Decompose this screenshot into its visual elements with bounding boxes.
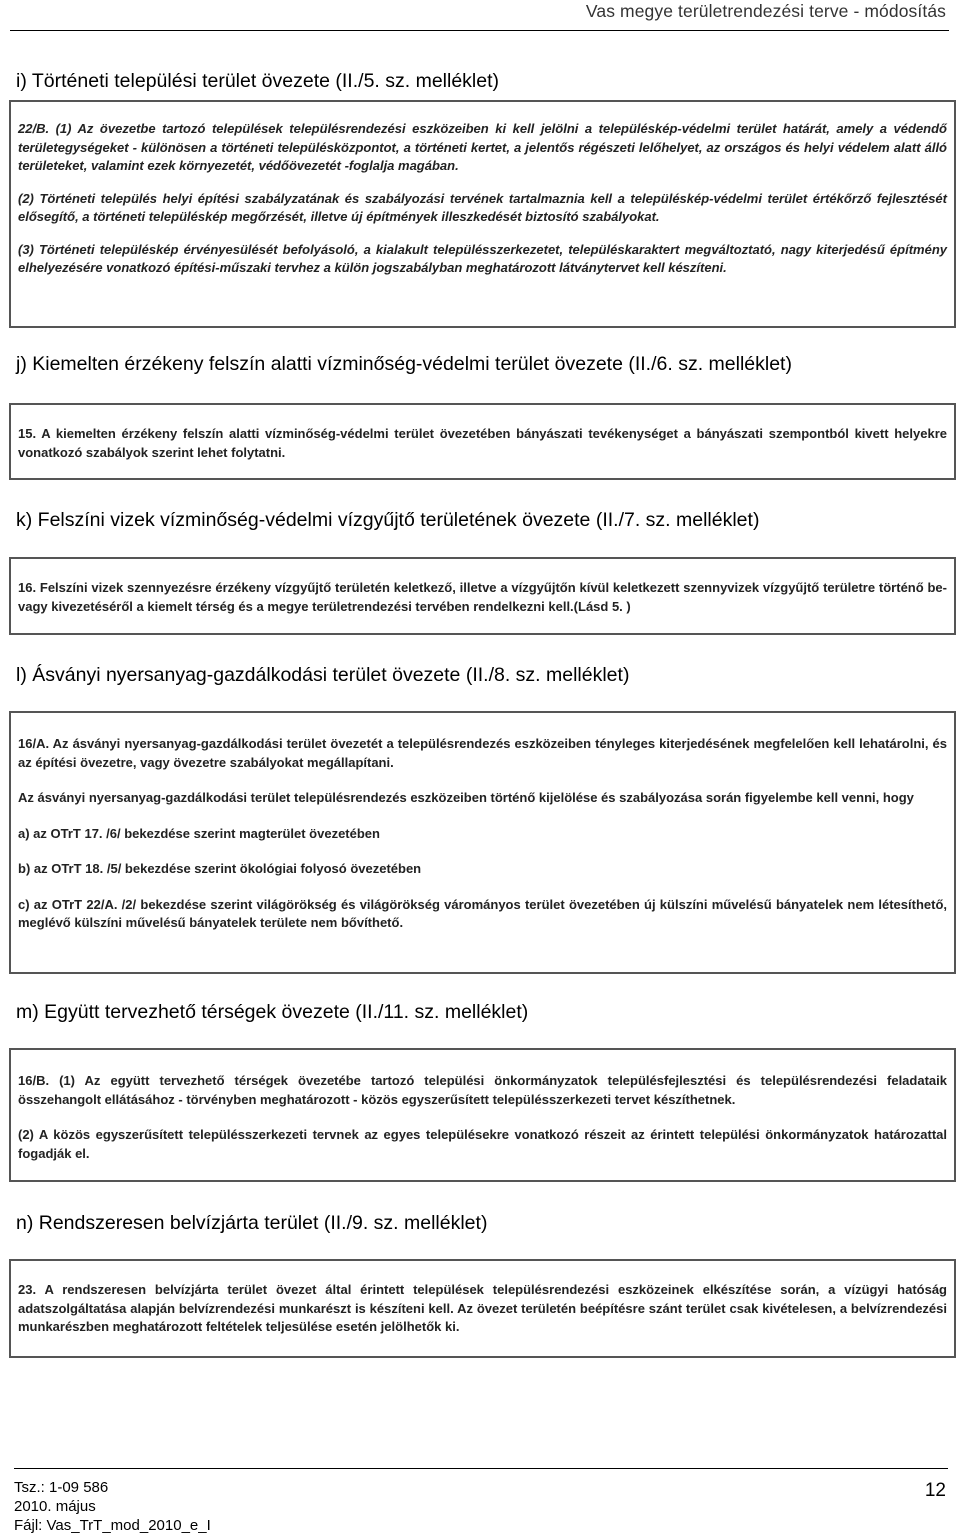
section-l-item-a: a) az OTrT 17. /6/ bekezdése szerint magterület övezetében <box>18 825 380 841</box>
section-n-paragraph-1: 23. A rendszeresen belvízjárta terület övezet által érintett települések településrendezési eszközeinek elkészítése során, a vízügyi hatóság adatszolgáltatása alapján belvízrendezési munkarészt is készíteni kell. Az övezet területén beépítésre szánt terület csak kivételesen, a belvízrendezési munkarészben meghatározott feltételek teljesülése esetén jelölhetők ki. <box>18 1282 947 1334</box>
section-j-box <box>9 403 956 480</box>
section-j-paragraph-1: 15. A kiemelten érzékeny felszín alatti vízminőség-védelmi terület övezetében bányászati tevékenységet a bányászati szempontból kivett helyekre vonatkozó szabályok szerint lehet folytatni. <box>18 426 947 460</box>
section-m-paragraph-1: 16/B. (1) Az együtt tervezhető térségek övezetébe tartozó települési önkormányzatok településfejlesztési és településrendezési feladataik összehangolt ellátásához - törvényben meghatározott - közös egyszerűsített településszerkezeti tervet készíthetnek. <box>18 1073 947 1107</box>
section-m-heading: m) Együtt tervezhető térségek övezete (II./11. sz. melléklet) <box>16 1001 529 1023</box>
page-footer <box>14 1468 948 1534</box>
footer-rule-left <box>14 1468 199 1469</box>
footer-date: 2010. május <box>14 1498 96 1515</box>
section-k-box <box>9 557 956 635</box>
section-k-paragraph-1: 16. Felszíni vizek szennyezésre érzékeny vízgyűjtő területén keletkező, illetve a vízgyűjtőn kívül keletkezett szennyvizek vízgyűjtő területre történő be- vagy kivezetéséről a kiemelt térség és a megye területrendezési tervében rendelkezni kell.(Lásd 5. ) <box>18 580 947 614</box>
section-i-paragraph-3: (3) Történeti településkép érvényesülését befolyásoló, a kialakult településszerkezetet, településkaraktert megváltoztató, nagy kiterjedésű építmény elhelyezésére vonatkozó építési-műszaki tervhez a külön jogszabályban meghatározott látványtervet kell készíteni. <box>18 241 947 275</box>
section-m-paragraph-2: (2) A közös egyszerűsített településszerkezeti tervnek az egyes településekre vonatkozó részeit az érintett települési önkormányzatok határozattal fogadják el. <box>18 1127 947 1161</box>
section-n-heading: n) Rendszeresen belvízjárta terület (II./9. sz. melléklet) <box>16 1212 488 1234</box>
footer-tsz: Tsz.: 1-09 586 <box>14 1479 109 1496</box>
footer-rule-right <box>199 1468 948 1469</box>
section-i-box <box>9 100 956 328</box>
section-j-heading: j) Kiemelten érzékeny felszín alatti vízminőség-védelmi terület övezete (II./6. sz. melléklet) <box>16 353 792 375</box>
section-i-paragraph-1: 22/B. (1) Az övezetbe tartozó települések településrendezési eszközeiben ki kell jelölni a településkép-védelmi terület határát, amely a védendő területegységeket - különösen a történeti településközpontot, a történeti kertet, a jelentős régészeti lelőhelyet, az országos és helyi védelem alatt álló területeket, valamint ezek környezetét, védőövezetét -foglalja magában. <box>18 121 947 173</box>
page-number: 12 <box>924 1480 946 1501</box>
section-i-paragraph-2: (2) Történeti település helyi építési szabályzatának és szabályozási tervének tartalmaznia kell a településkép-védelmi terület értékőrző fejlesztését elősegítő, a történeti településkép megőrzését, illetve új építmények illeszkedését biztosító szabályokat. <box>18 190 947 224</box>
section-l-heading: l) Ásványi nyersanyag-gazdálkodási terület övezete (II./8. sz. melléklet) <box>16 664 630 686</box>
page-header <box>10 0 949 31</box>
document-title: Vas megye területrendezési terve - módosítás <box>585 1 946 21</box>
section-l-item-b: b) az OTrT 18. /5/ bekezdése szerint ökológiai folyosó övezetében <box>18 861 422 876</box>
section-m-box <box>9 1048 956 1182</box>
section-n-box <box>9 1259 956 1358</box>
section-l-box <box>9 711 956 974</box>
section-l-paragraph-1: 16/A. Az ásványi nyersanyag-gazdálkodási terület övezetét a településrendezés eszközeiben tényleges kiterjedésének megfelelően kell lehatárolni, és az építési övezetre, vagy övezetre szabályokat megállapítani. <box>18 736 947 770</box>
section-l-paragraph-2: Az ásványi nyersanyag-gazdálkodási terület településrendezés eszközeiben történő kijelölése és szabályozása során figyelembe kell venni, hogy <box>18 790 914 805</box>
section-k-heading: k) Felszíni vizek vízminőség-védelmi vízgyűjtő területének övezete (II./7. sz. melléklet) <box>16 509 760 531</box>
footer-file: Fájl: Vas_TrT_mod_2010_e_I <box>14 1517 211 1534</box>
section-l-item-c: c) az OTrT 22/A. /2/ bekezdése szerint világörökség és világörökség várományos terület övezetében új külszíni művelésű bányatelek nem létesíthető, meglévő külszíni művelésű bányatelek területe nem bővíthető. <box>18 896 947 930</box>
section-i-heading: i) Történeti települési terület övezete (II./5. sz. melléklet) <box>16 70 500 92</box>
